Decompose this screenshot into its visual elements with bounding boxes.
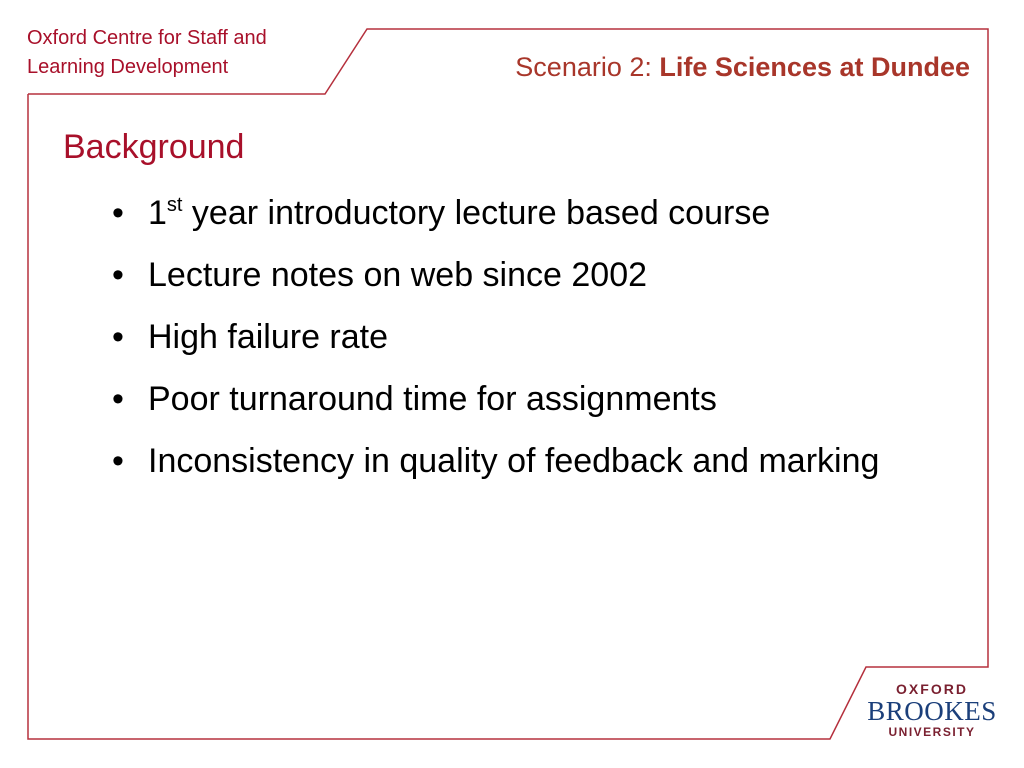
bullet-icon: •	[112, 318, 124, 356]
slide-title-prefix: Scenario 2:	[515, 52, 660, 82]
list-item	[112, 376, 892, 422]
bullet-icon: •	[112, 194, 124, 232]
bullet-icon: •	[112, 380, 124, 418]
bullet-text-sup: st	[166, 194, 183, 216]
list-item	[112, 252, 892, 298]
list-item	[112, 314, 892, 360]
bullet-icon: •	[112, 256, 124, 294]
bullet-icon: •	[112, 442, 124, 480]
logo-line3: UNIVERSITY	[888, 725, 976, 739]
slide-title	[515, 52, 970, 83]
logo-line2: BROOKES	[867, 696, 997, 726]
bullet-text-rest: year introductory lecture based course	[182, 194, 771, 232]
logo-line1: OXFORD	[896, 681, 968, 697]
list-item	[112, 438, 892, 484]
org-name-line2: Learning Development	[27, 56, 229, 78]
bullet-text: Poor turnaround time for assignments	[148, 380, 717, 418]
bullet-list	[112, 190, 892, 500]
org-name-line1: Oxford Centre for Staff and	[27, 27, 267, 49]
bullet-text: Lecture notes on web since 2002	[148, 256, 648, 294]
bullet-text-main: 1	[148, 194, 167, 232]
list-item	[112, 190, 892, 236]
bullet-text: High failure rate	[148, 318, 389, 356]
section-heading: Background	[63, 128, 245, 166]
org-name	[27, 24, 267, 82]
oxford-brookes-logo	[866, 681, 998, 740]
slide-title-subject: Life Sciences at Dundee	[659, 52, 970, 82]
bullet-text: Inconsistency in quality of feedback and marking	[148, 442, 880, 480]
